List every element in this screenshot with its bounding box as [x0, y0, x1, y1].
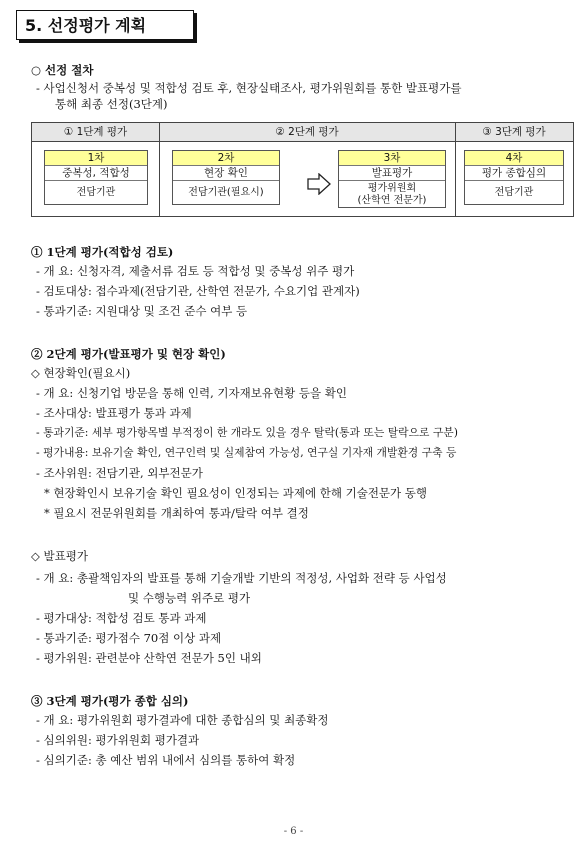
s2-site-note: * 필요시 전문위원회를 개최하여 통과/탈락 여부 결정: [44, 506, 309, 520]
stage1-box-body: 전담기관: [76, 187, 116, 198]
stage2b-box: [338, 150, 446, 208]
stage3-header: ③ 3단계 평가: [455, 123, 573, 142]
page-title: 5. 선정평가 계획: [16, 10, 194, 40]
procedure-text-2: 통해 최종 선정(3단계): [55, 97, 168, 111]
s2-pres-item: - 개 요: 총괄책임자의 발표를 통해 기술개발 기반의 적정성, 사업화 전략 등 사업성: [36, 571, 447, 585]
s2-heading: ② 2단계 평가(발표평가 및 현장 확인): [31, 347, 226, 361]
stage1-box-mid: 중복성, 적합성: [45, 166, 147, 181]
stage2b-box-head: 3차: [339, 151, 445, 166]
stage1-box: [44, 150, 148, 205]
s2-site-note: * 현장확인시 보유기술 확인 필요성이 인정되는 과제에 한해 기술전문가 동행: [44, 486, 428, 500]
stage2-header: ② 2단계 평가: [159, 123, 455, 142]
stage2a-box-body: 전담기관(필요시): [188, 187, 264, 198]
s2-site-item: - 통과기준: 세부 평가항목별 부적정이 한 개라도 있을 경우 탈락(통과 또는 탈락으로 구분): [36, 426, 458, 439]
s1-item: - 통과기준: 지원대상 및 조건 준수 여부 등: [36, 304, 248, 318]
s2-pres-item: - 평가대상: 적합성 검토 통과 과제: [36, 611, 207, 625]
stage2a-box-head: 2차: [173, 151, 279, 166]
procedure-text-1: - 사업신청서 중복성 및 적합성 검토 후, 현장실태조사, 평가위원회를 통한 발표평가를: [36, 81, 462, 95]
stage2b-box-body: [339, 181, 445, 207]
s2-site-item: - 조사대상: 발표평가 통과 과제: [36, 406, 192, 420]
s3-item: - 심의기준: 총 예산 범위 내에서 심의를 통하여 확정: [36, 753, 296, 767]
stage3-box: [464, 150, 564, 205]
s1-heading: ① 1단계 평가(적합성 검토): [31, 245, 174, 259]
s2-pres-item: - 통과기준: 평가점수 70점 이상 과제: [36, 631, 222, 645]
arrow-right-icon: [306, 173, 332, 195]
stage1-box-head: 1차: [45, 151, 147, 166]
stage2b-box-body-line2: (산학연 전문가): [357, 195, 427, 206]
s3-item: - 심의위원: 평가위원회 평가결과: [36, 733, 200, 747]
procedure-heading: ○ 선정 절차: [31, 63, 94, 77]
s2-pres-heading: ◇ 발표평가: [31, 549, 88, 563]
s1-item: - 개 요: 신청자격, 제출서류 검토 등 적합성 및 중복성 위주 평가: [36, 264, 355, 278]
s1-item: - 검토대상: 접수과제(전담기관, 산학연 전문가, 수요기업 관계자): [36, 284, 360, 298]
s3-item: - 개 요: 평가위원회 평가결과에 대한 종합심의 및 최종확정: [36, 713, 329, 727]
s2-pres-item: - 평가위원: 관련분야 산학연 전문가 5인 내외: [36, 651, 262, 665]
table-divider: [455, 123, 456, 216]
s2-site-heading: ◇ 현장확인(필요시): [31, 366, 131, 380]
s2-site-item: - 조사위원: 전담기관, 외부전문가: [36, 466, 203, 480]
page-number: - 6 -: [283, 826, 304, 837]
stage1-header: ① 1단계 평가: [32, 123, 159, 142]
stage3-box-head: 4차: [465, 151, 563, 166]
stage3-box-mid: 평가 종합심의: [465, 166, 563, 181]
stage2a-box-mid: 현장 확인: [173, 166, 279, 181]
s2-site-item: - 개 요: 신청기업 방문을 통해 인력, 기자재보유현황 등을 확인: [36, 386, 347, 400]
s2-site-item: - 평가내용: 보유기술 확인, 연구인력 및 실제참여 가능성, 연구실 기자재 개발환경 구축 등: [36, 446, 457, 459]
s3-heading: ③ 3단계 평가(평가 종합 심의): [31, 694, 189, 708]
stage2a-box: [172, 150, 280, 205]
process-table: [31, 122, 574, 217]
stage3-box-body: 전담기관: [494, 187, 534, 198]
s2-pres-item-cont: 및 수행능력 위주로 평가: [128, 591, 251, 605]
stage2b-box-mid: 발표평가: [339, 166, 445, 181]
table-divider: [159, 123, 160, 216]
stage2b-box-body-line1: 평가위원회: [367, 183, 417, 194]
